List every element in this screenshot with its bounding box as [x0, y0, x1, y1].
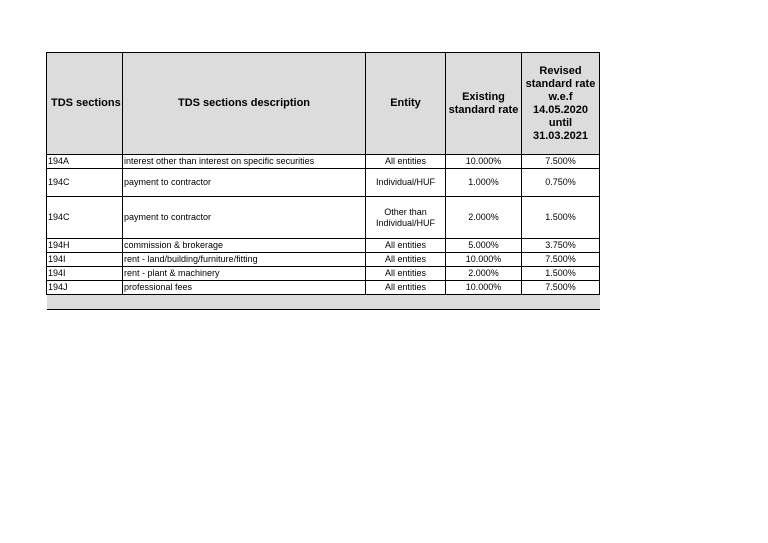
table-row — [47, 239, 600, 253]
cell-existing-rate: 10.000% — [446, 281, 522, 295]
cell-section: 194J — [47, 281, 123, 295]
table-row — [47, 281, 600, 295]
cell-entity: All entities — [366, 253, 446, 267]
cell-revised-rate: 3.750% — [522, 239, 600, 253]
cell-section: 194A — [47, 155, 123, 169]
cell-existing-rate: 10.000% — [446, 155, 522, 169]
cell-description: payment to contractor — [123, 169, 366, 197]
table-header-row — [47, 53, 600, 155]
cell-section: 194C — [47, 169, 123, 197]
cell-description: payment to contractor — [123, 197, 366, 239]
cell-description: rent - land/building/furniture/fitting — [123, 253, 366, 267]
cell-existing-rate: 5.000% — [446, 239, 522, 253]
footer-band — [47, 295, 600, 310]
cell-section: 194H — [47, 239, 123, 253]
cell-revised-rate: 7.500% — [522, 281, 600, 295]
cell-description: professional fees — [123, 281, 366, 295]
cell-revised-rate: 7.500% — [522, 155, 600, 169]
cell-entity: Other than Individual/HUF — [366, 197, 446, 239]
cell-section: 194I — [47, 253, 123, 267]
cell-entity: All entities — [366, 281, 446, 295]
table-footer-row — [47, 295, 600, 310]
cell-existing-rate: 2.000% — [446, 197, 522, 239]
cell-entity: All entities — [366, 267, 446, 281]
cell-description: commission & brokerage — [123, 239, 366, 253]
cell-revised-rate: 1.500% — [522, 197, 600, 239]
header-description: TDS sections description — [123, 53, 366, 155]
cell-entity: All entities — [366, 155, 446, 169]
header-revised-rate: Revised standard rate w.e.f 14.05.2020 until 31.03.2021 — [522, 53, 600, 155]
cell-revised-rate: 1.500% — [522, 267, 600, 281]
cell-revised-rate: 7.500% — [522, 253, 600, 267]
cell-description: interest other than interest on specific securities — [123, 155, 366, 169]
cell-entity: All entities — [366, 239, 446, 253]
cell-section: 194C — [47, 197, 123, 239]
header-existing-rate: Existing standard rate — [446, 53, 522, 155]
cell-existing-rate: 10.000% — [446, 253, 522, 267]
cell-existing-rate: 2.000% — [446, 267, 522, 281]
table-row — [47, 197, 600, 239]
tds-rate-table — [46, 52, 600, 310]
table-row — [47, 253, 600, 267]
table-row — [47, 267, 600, 281]
header-entity: Entity — [366, 53, 446, 155]
cell-section: 194I — [47, 267, 123, 281]
cell-description: rent - plant & machinery — [123, 267, 366, 281]
cell-entity: Individual/HUF — [366, 169, 446, 197]
table-row — [47, 155, 600, 169]
cell-existing-rate: 1.000% — [446, 169, 522, 197]
cell-revised-rate: 0.750% — [522, 169, 600, 197]
table-row — [47, 169, 600, 197]
header-tds-sections: TDS sections — [47, 53, 123, 155]
